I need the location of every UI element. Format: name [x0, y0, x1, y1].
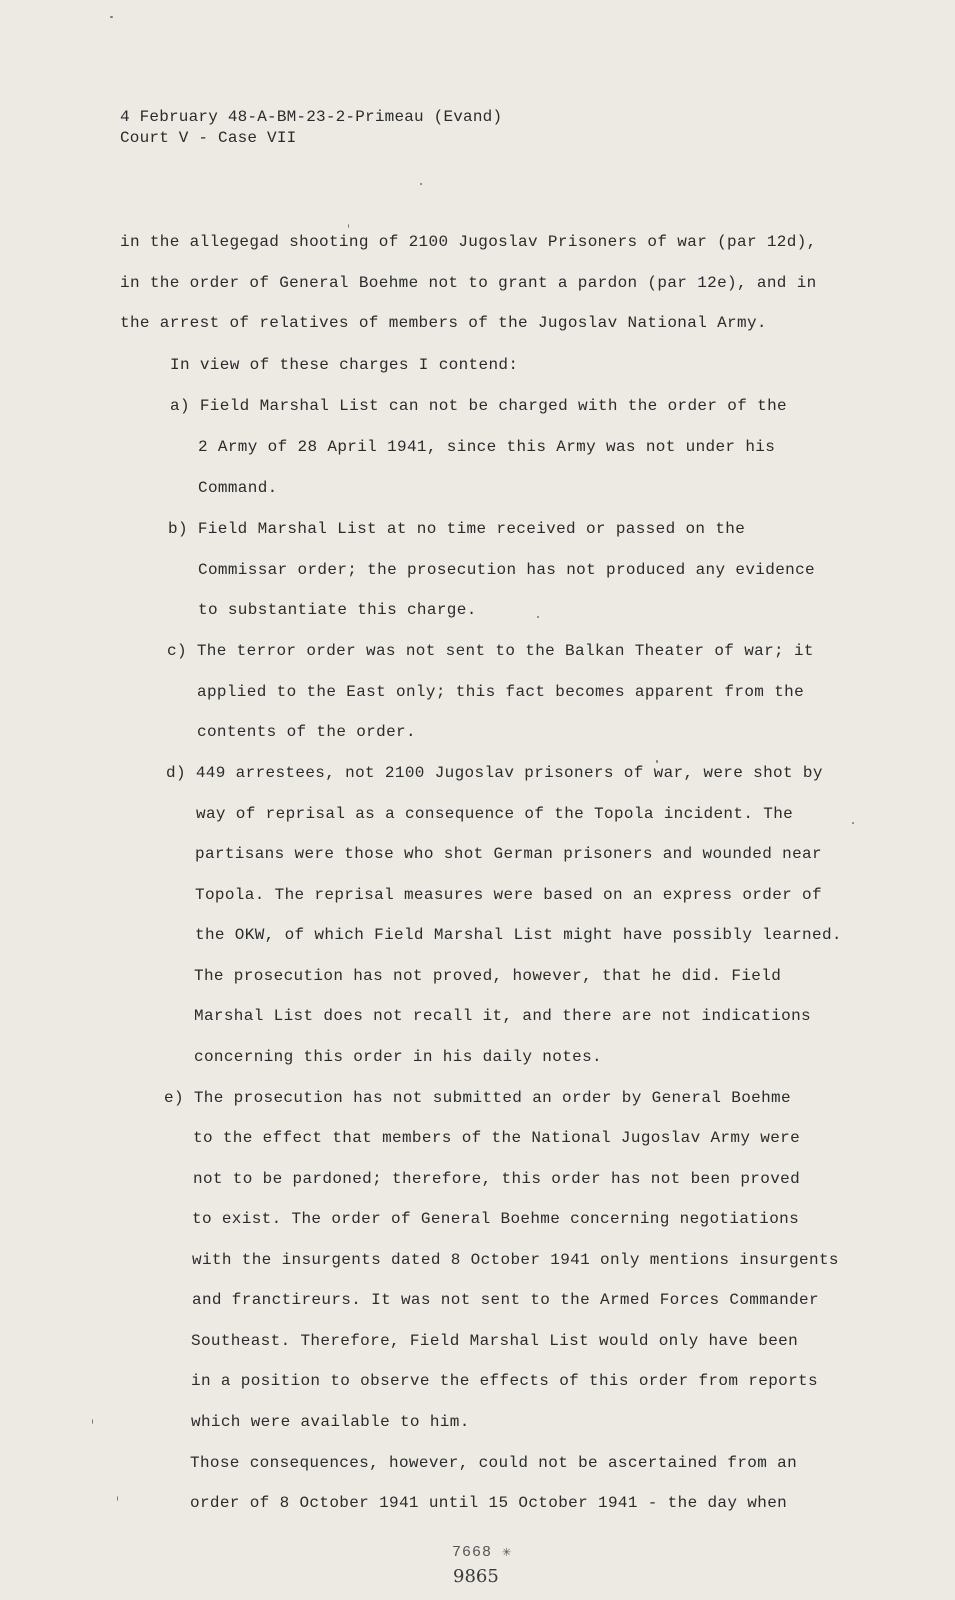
- header-court-case: Court V - Case VII: [120, 129, 297, 147]
- body-line: Command.: [198, 479, 278, 497]
- scan-speck: [420, 183, 422, 185]
- body-line: the OKW, of which Field Marshal List might have possibly learned.: [195, 926, 842, 944]
- body-line: Marshal List does not recall it, and there are not indications: [194, 1007, 811, 1025]
- body-line: b) Field Marshal List at no time received or passed on the: [168, 520, 746, 538]
- document-header: [120, 107, 502, 149]
- body-line: Topola. The reprisal measures were based on an express order of: [195, 886, 822, 904]
- body-line: the arrest of relatives of members of the Jugoslav National Army.: [120, 314, 767, 332]
- page-number: 9865: [453, 1566, 499, 1587]
- body-line: contents of the order.: [197, 723, 416, 741]
- body-line: applied to the East only; this fact becomes apparent from the: [197, 683, 805, 701]
- body-line: in the allegegad shooting of 2100 Jugoslav Prisoners of war (par 12d),: [120, 233, 817, 251]
- body-line: order of 8 October 1941 until 15 October 1941 - the day when: [190, 1494, 788, 1512]
- body-line: partisans were those who shot German prisoners and wounded near: [195, 845, 822, 863]
- body-line: to substantiate this charge.: [198, 601, 477, 619]
- scan-speck: [117, 1496, 118, 1501]
- body-line: Southeast. Therefore, Field Marshal List would only have been: [191, 1332, 799, 1350]
- body-line: Commissar order; the prosecution has not produced any evidence: [198, 561, 815, 579]
- body-line: with the insurgents dated 8 October 1941 only mentions insurgents: [192, 1251, 839, 1269]
- handwritten-mark: 7668 ✳: [452, 1544, 513, 1561]
- body-line: which were available to him.: [191, 1413, 470, 1431]
- body-line: The prosecution has not proved, however, that he did. Field: [194, 967, 782, 985]
- body-line: e) The prosecution has not submitted an order by General Boehme: [164, 1089, 791, 1107]
- body-line: 2 Army of 28 April 1941, since this Army was not under his: [198, 438, 776, 456]
- scan-speck: [852, 822, 854, 824]
- body-line: a) Field Marshal List can not be charged with the order of the: [170, 397, 787, 415]
- body-line: c) The terror order was not sent to the Balkan Theater of war; it: [167, 642, 814, 660]
- header-reference: 4 February 48-A-BM-23-2-Primeau (Evand): [120, 108, 503, 126]
- scan-speck: [348, 224, 349, 228]
- body-line: in a position to observe the effects of this order from reports: [191, 1372, 818, 1390]
- scan-speck: [537, 616, 539, 618]
- body-line: In view of these charges I contend:: [170, 356, 519, 374]
- scan-speck: [110, 16, 113, 18]
- body-line: to exist. The order of General Boehme concerning negotiations: [192, 1210, 800, 1228]
- body-line: in the order of General Boehme not to grant a pardon (par 12e), and in: [120, 274, 817, 292]
- body-line: to the effect that members of the National Jugoslav Army were: [193, 1129, 801, 1147]
- scan-speck: [656, 760, 658, 763]
- body-line: not to be pardoned; therefore, this order has not been proved: [193, 1170, 801, 1188]
- body-line: and franctireurs. It was not sent to the Armed Forces Commander: [192, 1291, 819, 1309]
- scan-speck: [92, 1419, 93, 1424]
- body-line: way of reprisal as a consequence of the Topola incident. The: [196, 805, 794, 823]
- body-line: concerning this order in his daily notes.: [194, 1048, 603, 1066]
- body-line: Those consequences, however, could not be ascertained from an: [190, 1454, 798, 1472]
- body-line: d) 449 arrestees, not 2100 Jugoslav prisoners of war, were shot by: [166, 764, 823, 782]
